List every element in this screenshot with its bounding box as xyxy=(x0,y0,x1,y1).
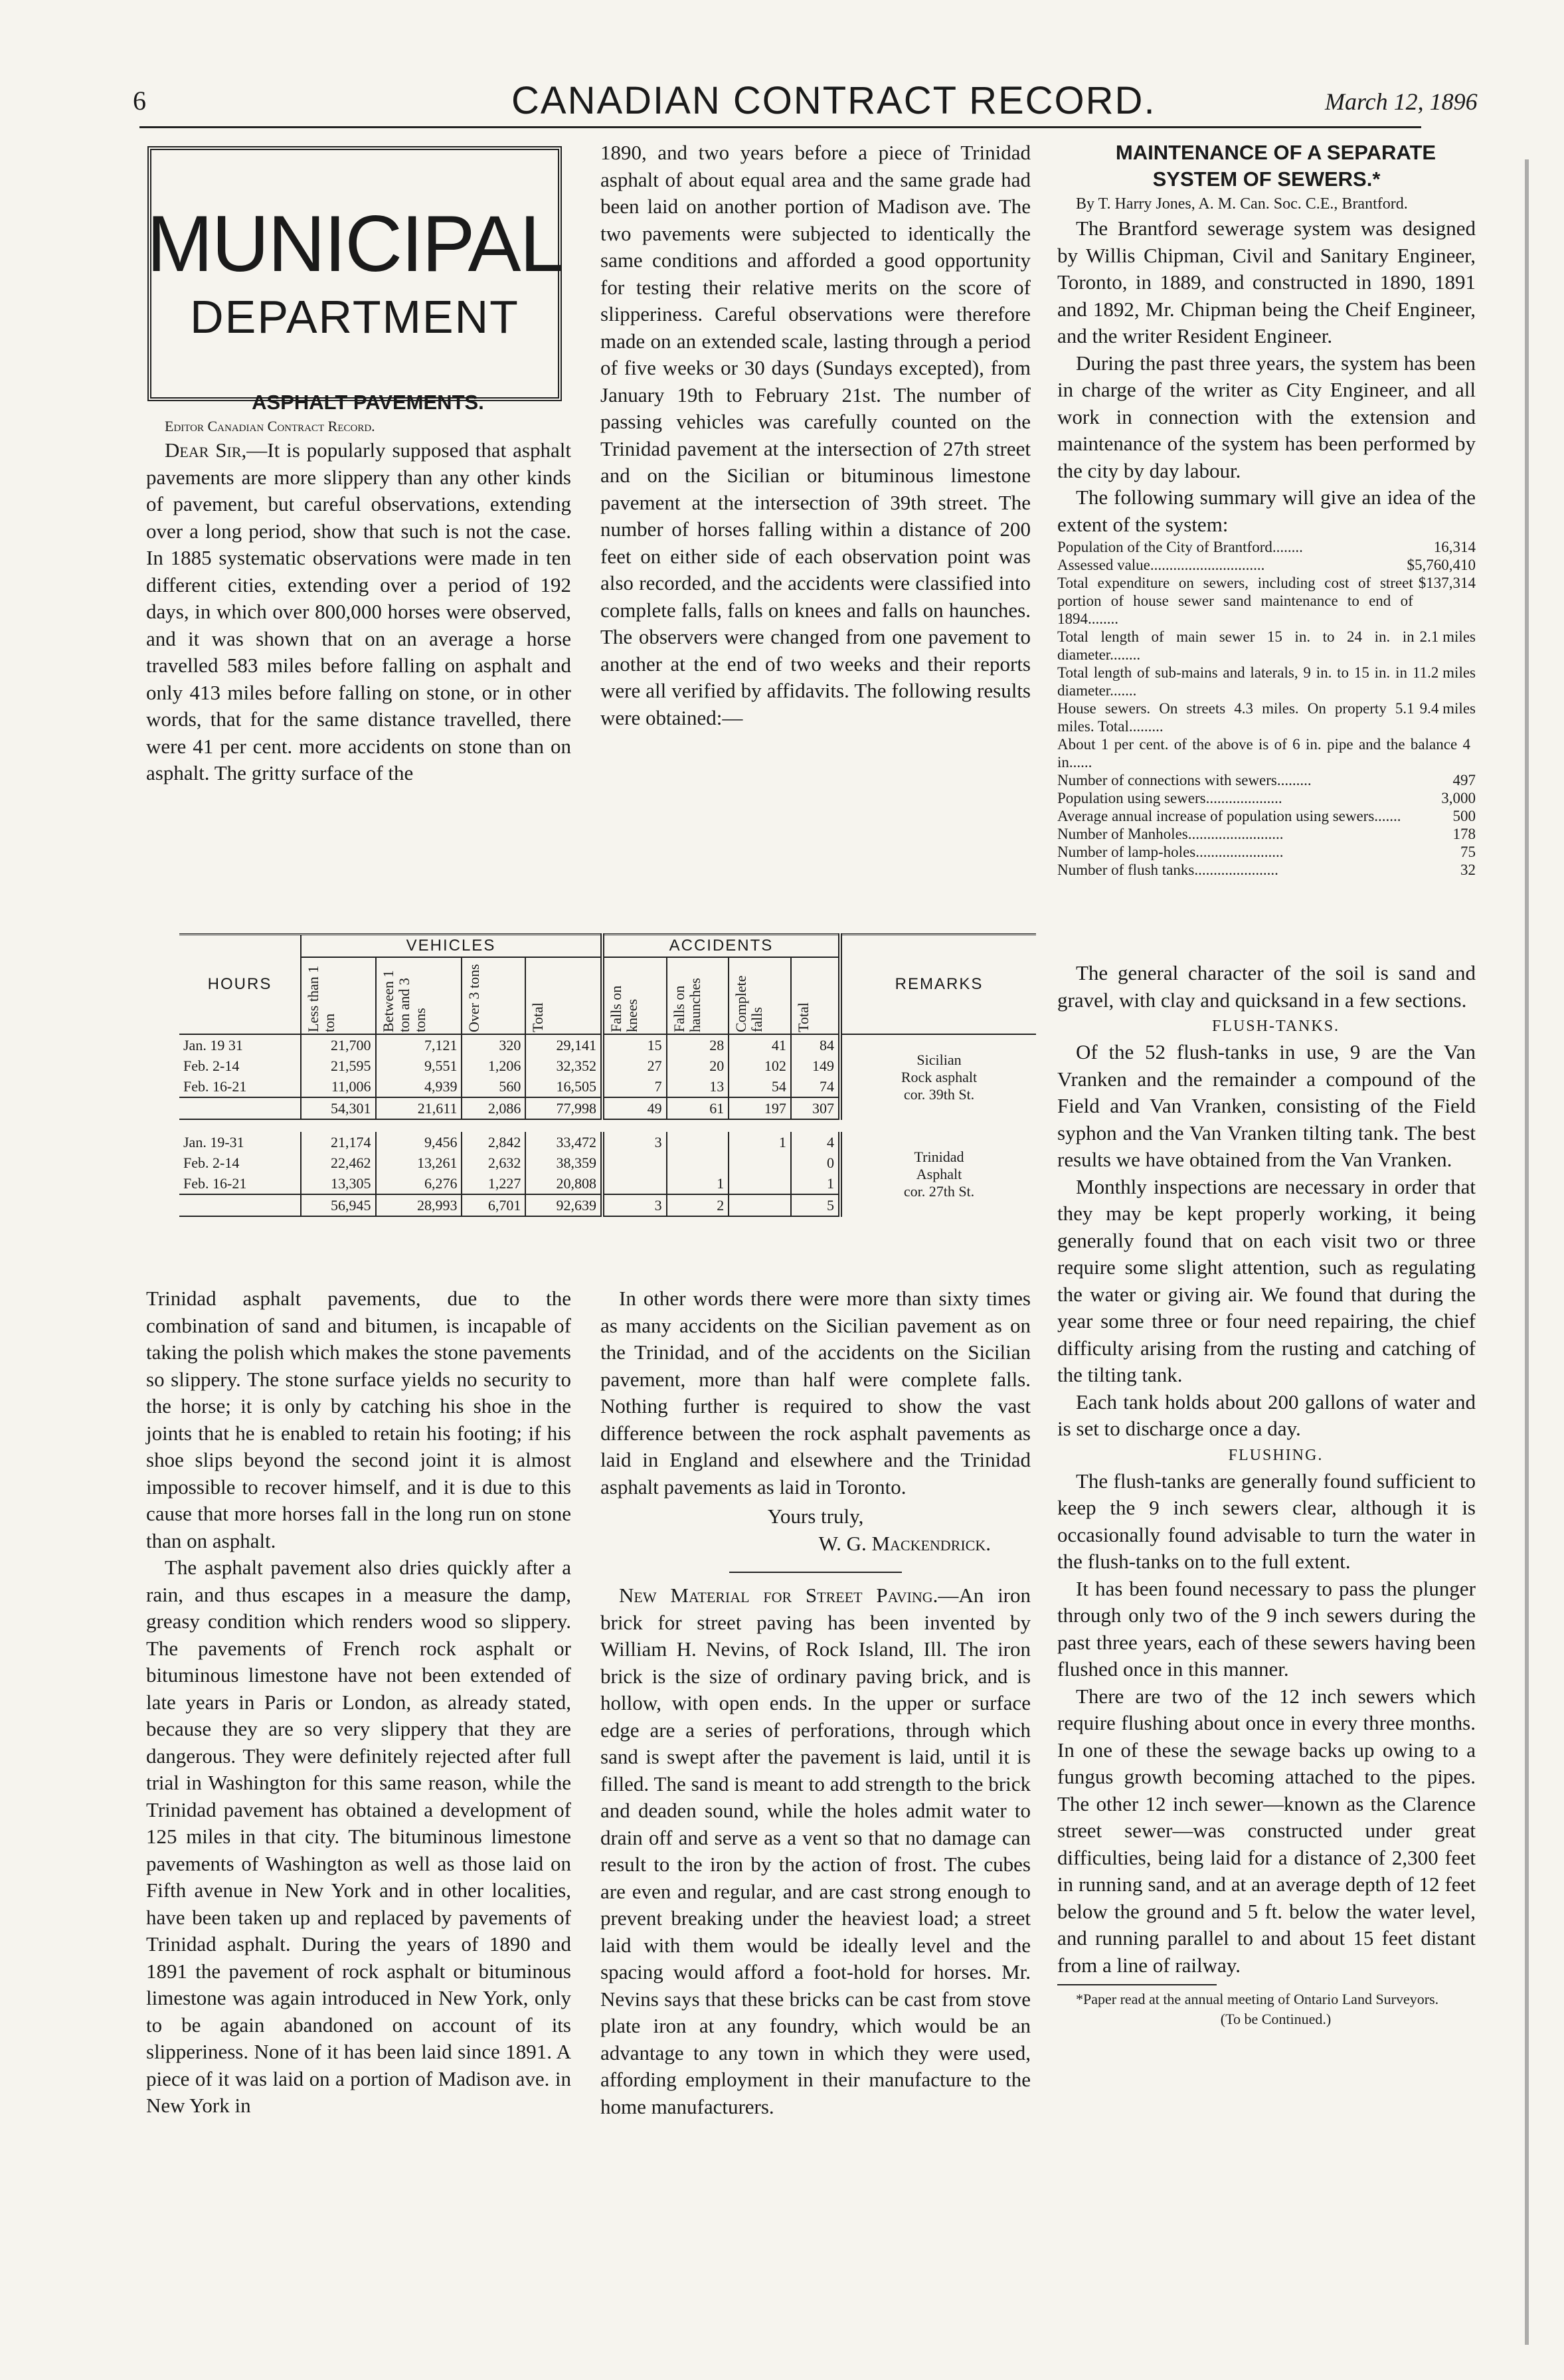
vehicle-count: 2,632 xyxy=(462,1152,525,1173)
accident-col-header xyxy=(791,957,840,1034)
summary-label: Assessed value.............................. xyxy=(1057,557,1265,573)
accident-count: 74 xyxy=(791,1076,840,1097)
accident-count: 1 xyxy=(729,1132,791,1152)
asphalt-paragraph-3: Trinidad asphalt pavements, due to the combination of sand and bitumen, is incapable of taking the polish which makes the stone pavements so slippery. The stone surface yields no security to the horse; it is only by catching his shoe in the joints that he is enabled to retain his footing; if his shoe slips beyond the second joint it is almost impossible to recover himself, and it is due to this cause that more horses fall in the long run on stone than on asphalt. xyxy=(146,1287,571,1552)
sewers-heading: MAINTENANCE OF A SEPARATE SYSTEM OF SEWERS.* xyxy=(1115,141,1436,191)
sewers-paragraph-10: There are two of the 12 inch sewers which require flushing about once in every three months. In one of these the sewage backs up owing to a fungus growth becoming attached to the pipes. The other 12 inch sewer—known as the Clarence street sewer—was constructed under great difficulties, being laid for a distance of 2,300 feet in running sand, and at an average depth of 12 feet below the ground and 5 ft. below the water level, and running parallel to and about 15 feet distant from a line of railway. xyxy=(1057,1684,1476,1977)
sewers-paragraph-2: During the past three years, the system has been in charge of the writer as City Engineer, and all work in connection with the extension and maintenance of the system has been performed by the city by day labour. xyxy=(1057,351,1476,482)
remark-line: cor. 39th St. xyxy=(903,1085,975,1103)
vehicle-count: 2,842 xyxy=(462,1132,525,1152)
vehicle-col-header-text: Over 3 tons xyxy=(466,964,483,1032)
summary-row xyxy=(1057,735,1476,771)
banner-line-2: DEPARTMENT xyxy=(190,291,519,343)
accident-col-header xyxy=(602,957,667,1034)
vehicle-col-header-text: Between 1 ton and 3 tons xyxy=(379,970,428,1032)
remarks-header: REMARKS xyxy=(840,935,1036,1035)
flush-tanks-heading: FLUSH-TANKS. xyxy=(1211,1018,1340,1035)
summary-value: $5,760,410 xyxy=(1407,557,1476,573)
vehicle-sum: 54,301 xyxy=(301,1097,376,1119)
accident-sum: 61 xyxy=(667,1097,729,1119)
vehicle-col-header-text: Total xyxy=(529,1002,547,1032)
accident-col-header-text: Total xyxy=(794,1002,812,1032)
summary-value: 75 xyxy=(1460,844,1476,860)
sewer-summary-list xyxy=(1057,538,1476,879)
column-1-upper xyxy=(146,389,571,787)
header-rule xyxy=(139,126,1421,128)
spacer-cell xyxy=(179,1119,1036,1132)
accident-count: 54 xyxy=(729,1076,791,1097)
closing: Yours truly, xyxy=(767,1505,864,1528)
new-material-heading: New Material for Street Paving. xyxy=(619,1584,938,1607)
summary-label: Total length of main sewer 15 in. to 24 in. in diameter........ xyxy=(1057,628,1415,663)
vehicle-count: 33,472 xyxy=(525,1132,602,1152)
accident-count xyxy=(729,1173,791,1194)
summary-label: Number of connections with sewers......... xyxy=(1057,772,1312,788)
vehicle-count: 32,352 xyxy=(525,1055,602,1076)
accident-count xyxy=(667,1152,729,1173)
vehicle-sum: 28,993 xyxy=(376,1194,462,1216)
vehicle-sum: 56,945 xyxy=(301,1194,376,1216)
sum-label-blank xyxy=(179,1097,301,1119)
summary-row xyxy=(1057,771,1476,789)
sewers-paragraph-8: The flush-tanks are generally found sufficient to keep the 9 inch sewers clear, although it is occasionally found advisable to turn the water in the flush-tanks on to the full extent. xyxy=(1057,1469,1476,1573)
vehicle-col-header xyxy=(462,957,525,1034)
sewers-paragraph-4: The general character of the soil is sand and gravel, with clay and quicksand in a few sections. xyxy=(1057,961,1476,1012)
sewers-paragraph-3: The following summary will give an idea of the extent of the system: xyxy=(1057,486,1476,536)
summary-value: 497 xyxy=(1452,772,1476,788)
signature: W. G. Mackendrick. xyxy=(818,1531,991,1555)
accident-count: 4 xyxy=(791,1132,840,1152)
vehicle-count: 560 xyxy=(462,1076,525,1097)
vehicle-count: 20,808 xyxy=(525,1173,602,1194)
spacer-cell xyxy=(179,1216,1036,1229)
sum-label-blank xyxy=(179,1194,301,1216)
asphalt-paragraph-4: The asphalt pavement also dries quickly after a rain, and thus escapes in a measure the damp, greasy condition which renders wood so slippery. The pavements of French rock asphalt or bituminous limestone have not been extended of late years in Paris or London, as already stated, because they are so very slippery that they are dangerous. They were definitely rejected after full trial in Washington for this same reason, while the Trinidad pavement has obtained a development of 125 miles in that city. The bituminous limestone pavements of Washington as well as those laid on Fifth avenue in New York and in other localities, have been taken up and replaced by pavements of Trinidad asphalt. During the years of 1890 and 1891 the pavement of rock asphalt or bituminous limestone was again introduced in New York, only to be again abandoned on account of its slipperiness. None of it has been laid since 1891. A piece of it was laid on a portion of Madison ave. in New York in xyxy=(146,1556,571,2117)
column-2-lower xyxy=(600,1285,1031,2120)
accident-col-header xyxy=(667,957,729,1034)
summary-label: Population of the City of Brantford........ xyxy=(1057,539,1303,555)
vehicle-count: 1,227 xyxy=(462,1173,525,1194)
summary-label: Number of Manholes......................... xyxy=(1057,826,1284,842)
vehicle-col-header-text: Less than 1 ton xyxy=(305,965,337,1032)
vehicle-count: 38,359 xyxy=(525,1152,602,1173)
remark-cell xyxy=(840,1034,1036,1119)
editor-line: Editor Canadian Contract Record. xyxy=(165,418,375,434)
vehicle-count: 7,121 xyxy=(376,1034,462,1055)
column-2-upper xyxy=(600,139,1031,731)
row-label: Jan. 19 31 xyxy=(183,1037,243,1053)
remark-cell xyxy=(840,1132,1036,1216)
summary-row xyxy=(1057,861,1476,879)
asphalt-paragraph-2: 1890, and two years before a piece of Trinidad asphalt of about equal area and the same grade had been laid on another portion of Madison ave. The two pavements were subjected to identically the same conditions and afforded a good opportunity for testing their relative merits on the score of slipperiness. Careful observations were therefore made on an extended scale, lasting through a period of five weeks or 30 days (Sundays excepted), from January 19th to February 21st. The number of passing vehicles was carefully counted on the Trinidad pavement at the intersection of 27th street and on the Sicilian or bituminous limestone pavement at the intersection of 39th street. The number of horses falling within a distance of 200 feet on either side of each observation point was also recorded, and the accidents were classified into complete falls, falls on knees and falls on haunches. The observers were changed from one pavement to another at the end of two weeks and their reports were all verified by affidavits. The following results were obtained:— xyxy=(600,141,1031,729)
sewers-paragraph-7: Each tank holds about 200 gallons of water and is set to discharge once a day. xyxy=(1057,1390,1476,1440)
accident-count: 3 xyxy=(602,1132,667,1152)
table-row xyxy=(179,1132,1036,1152)
vehicle-sum: 21,611 xyxy=(376,1097,462,1119)
accident-count: 41 xyxy=(729,1034,791,1055)
sewers-paragraph-1: The Brantford sewerage system was designed by Willis Chipman, Civil and Sanitary Engineer, Toronto, in 1889, and constructed in 1890, 1891 and 1892, Mr. Chipman being the Cheif Engineer, and the writer Resident Engineer. xyxy=(1057,217,1476,347)
summary-row xyxy=(1057,699,1476,735)
summary-row xyxy=(1057,628,1476,664)
accident-count: 0 xyxy=(791,1152,840,1173)
summary-value xyxy=(1470,735,1476,771)
asphalt-p1-text: —It is popularly supposed that asphalt pavements are more slippery than any other kinds of pavement, but careful observations, extending over a long period, show that such is not the case. In 1885 systematic observations were made in ten different cities, extending over a period of 192 days, in which over 800,000 horses were observed, and it was shown that on an average a horse travelled 583 miles before falling on asphalt and only 413 miles before falling on stone, or in other words, that for the same distance travelled, there were 41 per cent. more accidents on stone than on asphalt. The gritty surface of the xyxy=(146,438,571,784)
remark-line: Sicilian xyxy=(916,1051,962,1068)
summary-value: 16,314 xyxy=(1433,539,1476,555)
issue-date: March 12, 1896 xyxy=(1325,88,1478,115)
accident-col-header xyxy=(729,957,791,1034)
vehicle-count: 320 xyxy=(462,1034,525,1055)
footnote: *Paper read at the annual meeting of Ontario Land Surveyors. xyxy=(1076,1991,1439,2007)
sewers-paragraph-6: Monthly inspections are necessary in order that they may be kept properly working, it being generally found that on each visit two or three require some slight attention, such as regulating the water or giving air. We found that during the year some three or four need repairing, the chief difficulty arising from the rusting and catching of the tilting tank. xyxy=(1057,1174,1476,1386)
remark-line: Asphalt xyxy=(916,1165,962,1182)
vehicle-col-header xyxy=(376,957,462,1034)
row-label: Feb. 16-21 xyxy=(183,1175,247,1192)
asphalt-paragraph-1 xyxy=(146,437,571,787)
page-edge-shadow xyxy=(1525,159,1529,2345)
accident-sum: 197 xyxy=(729,1097,791,1119)
accident-sum: 49 xyxy=(602,1097,667,1119)
vehicles-header: VEHICLES xyxy=(301,935,602,958)
row-label: Feb. 16-21 xyxy=(183,1078,247,1095)
remark-line: Rock asphalt xyxy=(901,1068,978,1085)
column-1-lower xyxy=(146,1285,571,2120)
summary-label: House sewers. On streets 4.3 miles. On property 5.1 miles. Total......... xyxy=(1057,700,1415,735)
accident-count: 1 xyxy=(791,1173,840,1194)
summary-row xyxy=(1057,789,1476,807)
accident-count xyxy=(667,1132,729,1152)
accident-sum: 3 xyxy=(602,1194,667,1216)
vehicle-count: 22,462 xyxy=(301,1152,376,1173)
banner-line-1: MUNICIPAL xyxy=(146,199,563,288)
vehicle-count: 21,595 xyxy=(301,1055,376,1076)
accident-col-header-text: Falls on haunches xyxy=(670,978,703,1032)
salutation: Dear Sir, xyxy=(165,438,247,462)
remark-line: Trinidad xyxy=(914,1148,964,1165)
flushing-heading: FLUSHING. xyxy=(1228,1446,1324,1464)
hours-header: HOURS xyxy=(207,975,272,993)
summary-value: 11.2 miles xyxy=(1413,664,1476,681)
summary-value: 9.4 miles xyxy=(1419,700,1476,717)
asphalt-paragraph-5: In other words there were more than sixty times as many accidents on the Sicilian pavement as on the Trinidad, and of the accidents on the Sicilian pavement, more than half were complete falls. Nothing further is required to show the vast difference between the rock asphalt pavements as laid in England and elsewhere and the Trinidad asphalt pavements as laid in Toronto. xyxy=(600,1287,1031,1499)
accident-sum: 307 xyxy=(791,1097,840,1119)
accident-sum xyxy=(729,1194,791,1216)
accident-count: 20 xyxy=(667,1055,729,1076)
vehicle-count: 13,261 xyxy=(376,1152,462,1173)
vehicle-count: 11,006 xyxy=(301,1076,376,1097)
summary-value: $137,314 xyxy=(1418,575,1476,591)
accident-count: 1 xyxy=(667,1173,729,1194)
summary-value: 32 xyxy=(1460,862,1476,878)
vehicle-col-header xyxy=(301,957,376,1034)
summary-row xyxy=(1057,843,1476,861)
summary-label: Population using sewers.................... xyxy=(1057,790,1282,806)
vehicle-count: 9,456 xyxy=(376,1132,462,1152)
page-number: 6 xyxy=(133,86,146,116)
vehicle-sum: 6,701 xyxy=(462,1194,525,1216)
accident-count: 7 xyxy=(602,1076,667,1097)
column-3-lower xyxy=(1057,960,1476,2029)
row-label: Feb. 2-14 xyxy=(183,1057,240,1074)
accident-count: 149 xyxy=(791,1055,840,1076)
summary-row xyxy=(1057,664,1476,699)
accident-count xyxy=(729,1152,791,1173)
summary-label: Total expenditure on sewers, including cost of street portion of house sewer sand maintenance to end of 1894........ xyxy=(1057,575,1413,627)
accident-count: 84 xyxy=(791,1034,840,1055)
accident-count xyxy=(602,1152,667,1173)
sewers-paragraph-9: It has been found necessary to pass the plunger through only two of the 9 inch sewers during the past three years, each of these sewers having been flushed once in this manner. xyxy=(1057,1576,1476,1681)
summary-label: Average annual increase of population using sewers....... xyxy=(1057,808,1401,824)
remark-line: cor. 27th St. xyxy=(903,1182,975,1200)
vehicle-col-header xyxy=(525,957,602,1034)
column-3 xyxy=(1057,139,1476,879)
summary-label: Total length of sub-mains and laterals, 9 in. to 15 in. in diameter....... xyxy=(1057,664,1408,699)
vehicle-sum: 92,639 xyxy=(525,1194,602,1216)
accident-count: 28 xyxy=(667,1034,729,1055)
accident-sum: 2 xyxy=(667,1194,729,1216)
municipal-department-banner xyxy=(147,146,562,401)
summary-value: 178 xyxy=(1452,826,1476,842)
vehicle-count: 1,206 xyxy=(462,1055,525,1076)
accident-count: 13 xyxy=(667,1076,729,1097)
accident-count: 15 xyxy=(602,1034,667,1055)
accident-count xyxy=(602,1173,667,1194)
accidents-header: ACCIDENTS xyxy=(602,935,840,958)
accident-count: 102 xyxy=(729,1055,791,1076)
summary-row xyxy=(1057,825,1476,843)
to-be-continued: (To be Continued.) xyxy=(1220,2011,1332,2027)
accident-col-header-text: Complete falls xyxy=(733,975,766,1032)
row-label: Jan. 19-31 xyxy=(183,1134,244,1150)
vehicle-count: 21,174 xyxy=(301,1132,376,1152)
vehicle-count: 9,551 xyxy=(376,1055,462,1076)
summary-row xyxy=(1057,538,1476,556)
vehicle-count: 13,305 xyxy=(301,1173,376,1194)
vehicle-count: 4,939 xyxy=(376,1076,462,1097)
summary-row xyxy=(1057,556,1476,574)
vehicle-count: 29,141 xyxy=(525,1034,602,1055)
footnote-rule xyxy=(1057,1984,1217,1985)
vehicle-count: 6,276 xyxy=(376,1173,462,1194)
new-material-paragraph xyxy=(600,1582,1031,2120)
vehicle-sum: 77,998 xyxy=(525,1097,602,1119)
summary-label: Number of flush tanks...................... xyxy=(1057,862,1278,878)
summary-value: 3,000 xyxy=(1441,790,1476,806)
summary-label: About 1 per cent. of the above is of 6 in. pipe and the balance 4 in...... xyxy=(1057,736,1470,771)
sewers-paragraph-5: Of the 52 flush-tanks in use, 9 are the Van Vranken and the remainder a compound of the Field and Van Vranken, consisting of the Field syphon and the Van Vranken tilting tank. The best results we have obtained from the Van Vranken. xyxy=(1057,1040,1476,1171)
sewers-byline: By T. Harry Jones, A. M. Can. Soc. C.E., Brantford. xyxy=(1076,195,1408,213)
summary-row xyxy=(1057,574,1476,628)
summary-value: 500 xyxy=(1452,808,1476,824)
row-label: Feb. 2-14 xyxy=(183,1154,240,1171)
vehicle-sum: 2,086 xyxy=(462,1097,525,1119)
publication-title: CANADIAN CONTRACT RECORD. xyxy=(511,79,1156,122)
vehicle-count: 16,505 xyxy=(525,1076,602,1097)
table-spacer xyxy=(179,1119,1036,1132)
vehicle-count: 21,700 xyxy=(301,1034,376,1055)
summary-label: Number of lamp-holes....................... xyxy=(1057,844,1284,860)
summary-value: 2.1 miles xyxy=(1419,628,1476,645)
table-spacer xyxy=(179,1216,1036,1229)
section-rule xyxy=(729,1572,902,1573)
accident-col-header-text: Falls on knees xyxy=(607,985,640,1032)
accidents-table xyxy=(179,933,1036,1229)
new-material-text: —An iron brick for street paving has been invented by William H. Nevins, of Rock Island, Ill. The iron brick is the size of ordinary paving brick, and is hollow, with open ends. In the upper or surface edge are a series of perforations, through which sand is swept after the pavement is laid, until it is filled. The sand is meant to add strength to the brick and deaden sound, while the holes admit water to drain off and serve as a vent so that no damage can result to the iron by the action of frost. The cubes are even and regular, and are cast strong enough to prevent breaking under the heaviest load; a street laid with them would be ideally level and the spacing would afford a foot-hold for horses. Mr. Nevins says that these bricks can be cast from stove plate iron at any foundry, which would be an advantage to any town in which they were used, affording employment in their manufacture to the home manufacturers. xyxy=(600,1584,1031,2118)
asphalt-heading: ASPHALT PAVEMENTS. xyxy=(252,391,484,414)
accident-sum: 5 xyxy=(791,1194,840,1216)
table-row xyxy=(179,1034,1036,1055)
summary-row xyxy=(1057,807,1476,825)
accident-count: 27 xyxy=(602,1055,667,1076)
